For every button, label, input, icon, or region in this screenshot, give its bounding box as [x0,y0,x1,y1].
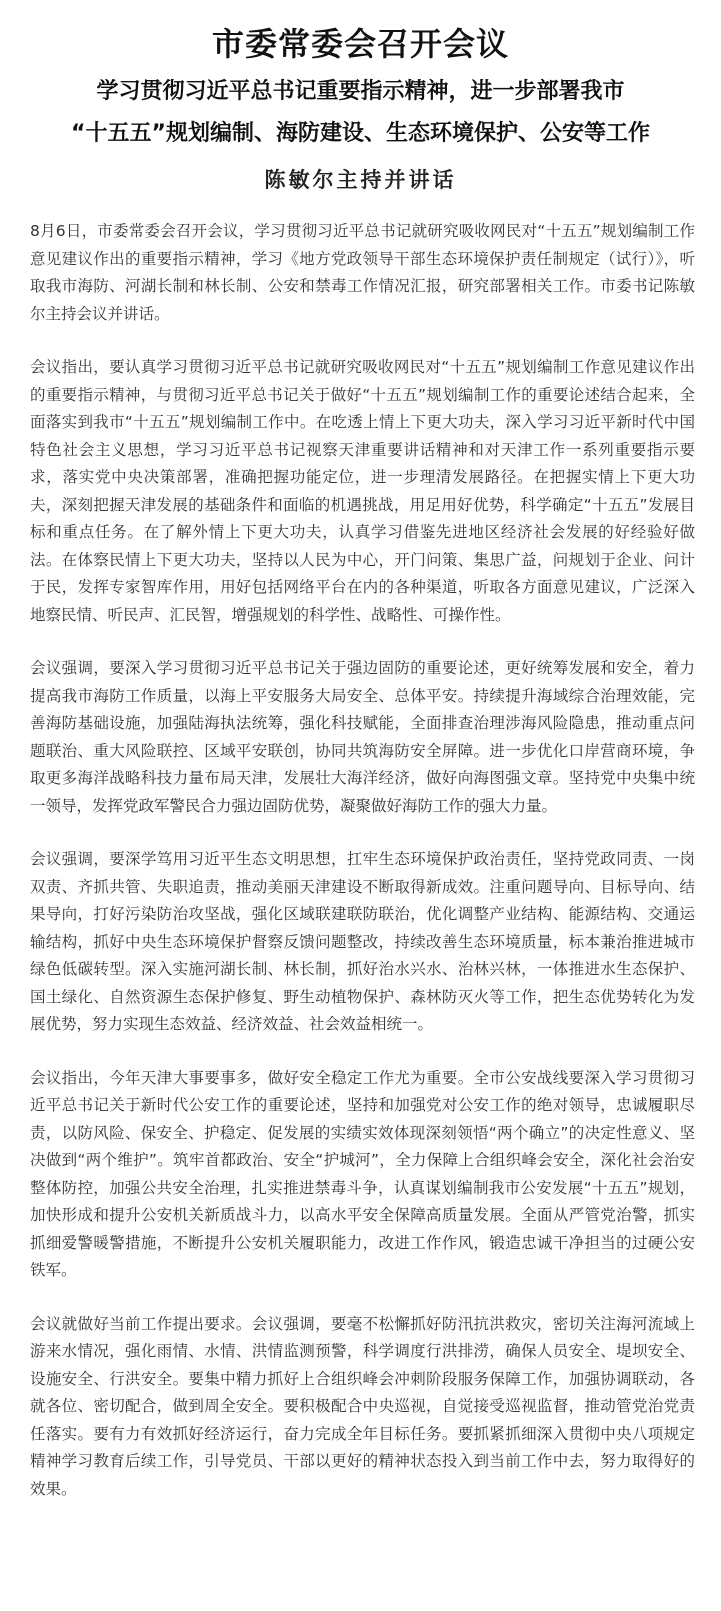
subtitle-line-1: 学习贯彻习近平总书记重要指示精神，进一步部署我市 [96,79,625,104]
paragraph-5: 会议指出，今年天津大事要事多，做好安全稳定工作尤为重要。全市公安战线要深入学习贯彻习近平总书记关于新时代公安工作的重要论述，坚持和加强党对公安工作的绝对领导，忠诚履职尽责，以防风险、保安全、护稳定、促发展的实绩实效体现深刻领悟“两个确立”的决定性意义、坚决做到“两个维护”。筑牢首都政治、安全“护城河”，全力保障上合组织峰会安全，深化社会治安整体防控，加强公共安全治理，扎实推进禁毒斗争，认真谋划编制我市公安发展“十五五”规划，加快形成和提升公安机关新质战斗力，以高水平安全保障高质量发展。全面从严管党治警，抓实抓细爱警暖警措施，不断提升公安机关履职能力，改进工作作风，锻造忠诚干净担当的过硬公安铁军。 [30,1068,695,1279]
byline: 陈敏尔主持并讲话 [264,167,457,192]
article-body [30,218,695,1529]
subtitle-line-2: “十五五”规划编制、海防建设、生态环境保护、公安等工作 [71,121,650,146]
paragraph-1: 8月6日，市委常委会召开会议，学习贯彻习近平总书记就研究吸收网民对“十五五”规划编制工作意见建议作出的重要指示精神，学习《地方党政领导干部生态环境保护责任制规定（试行）》，听取我市海防、河湖长制和林长制、公安和禁毒工作情况汇报，研究部署相关工作。市委书记陈敏尔主持会议并讲话。 [30,222,695,323]
paragraph-2: 会议指出，要认真学习贯彻习近平总书记就研究吸收网民对“十五五”规划编制工作意见建议作出的重要指示精神，与贯彻习近平总书记关于做好“十五五”规划编制工作的重要论述结合起来，全面落实到我市“十五五”规划编制工作中。在吃透上情上下更大功夫，深入学习习近平新时代中国特色社会主义思想，学习习近平总书记视察天津重要讲话精神和对天津工作一系列重要指示要求，落实党中央决策部署，准确把握功能定位，进一步理清发展路径。在把握实情上下更大功夫，深刻把握天津发展的基础条件和面临的机遇挑战，用足用好优势，科学确定“十五五”发展目标和重点任务。在了解外情上下更大功夫，认真学习借鉴先进地区经济社会发展的好经验好做法。在体察民情上下更大功夫，坚持以人民为中心，开门问策、集思广益，问规划于企业、问计于民，发挥专家智库作用，用好包括网络平台在内的各种渠道，听取各方面意见建议，广泛深入地察民情、听民声、汇民智，增强规划的科学性、战略性、可操作性。 [30,358,695,624]
paragraph-4: 会议强调，要深学笃用习近平生态文明思想，扛牢生态环境保护政治责任，坚持党政同责、一岗双责、齐抓共管、失职追责，推动美丽天津建设不断取得新成效。注重问题导向、目标导向、结果导向，打好污染防治攻坚战，强化区域联建联防联治，优化调整产业结构、能源结构、交通运输结构，抓好中央生态环境保护督察反馈问题整改，持续改善生态环境质量，标本兼治推进城市绿色低碳转型。深入实施河湖长制、林长制，抓好治水兴水、治林兴林，一体推进水生态保护、国土绿化、自然资源生态保护修复、野生动植物保护、森林防灭火等工作，把生态优势转化为发展优势，努力实现生态效益、经济效益、社会效益相统一。 [30,850,695,1033]
headline: 市委常委会召开会议 [211,25,509,63]
paragraph-6: 会议就做好当前工作提出要求。会议强调，要毫不松懈抓好防汛抗洪救灾，密切关注海河流域上游来水情况，强化雨情、水情、洪情监测预警，科学调度行洪排涝，确保人员安全、堤坝安全、设施安全、行洪安全。要集中精力抓好上合组织峰会冲刺阶段服务保障工作，加强协调联动，各就各位、密切配合，做到周全安全。要积极配合中央巡视，自觉接受巡视监督，推动管党治党责任落实。要有力有效抓好经济运行，奋力完成全年目标任务。要抓紧抓细深入贯彻中央八项规定精神学习教育后续工作，引导党员、干部以更好的精神状态投入到当前工作中去，努力取得好的效果。 [30,1314,695,1498]
paragraph-3: 会议强调，要深入学习贯彻习近平总书记关于强边固防的重要论述，更好统筹发展和安全，着力提高我市海防工作质量，以海上平安服务大局安全、总体平安。持续提升海域综合治理效能，完善海防基础设施，加强陆海执法统筹，强化科技赋能，全面排查治理涉海风险隐患，推动重点问题联治、重大风险联控、区域平安联创，协同共筑海防安全屏障。进一步优化口岸营商环境，争取更多海洋战略科技力量布局天津，发展壮大海洋经济，做好向海图强文章。坚持党中央集中统一领导，发挥党政军警民合力强边固防优势，凝聚做好海防工作的强大力量。 [30,659,695,815]
